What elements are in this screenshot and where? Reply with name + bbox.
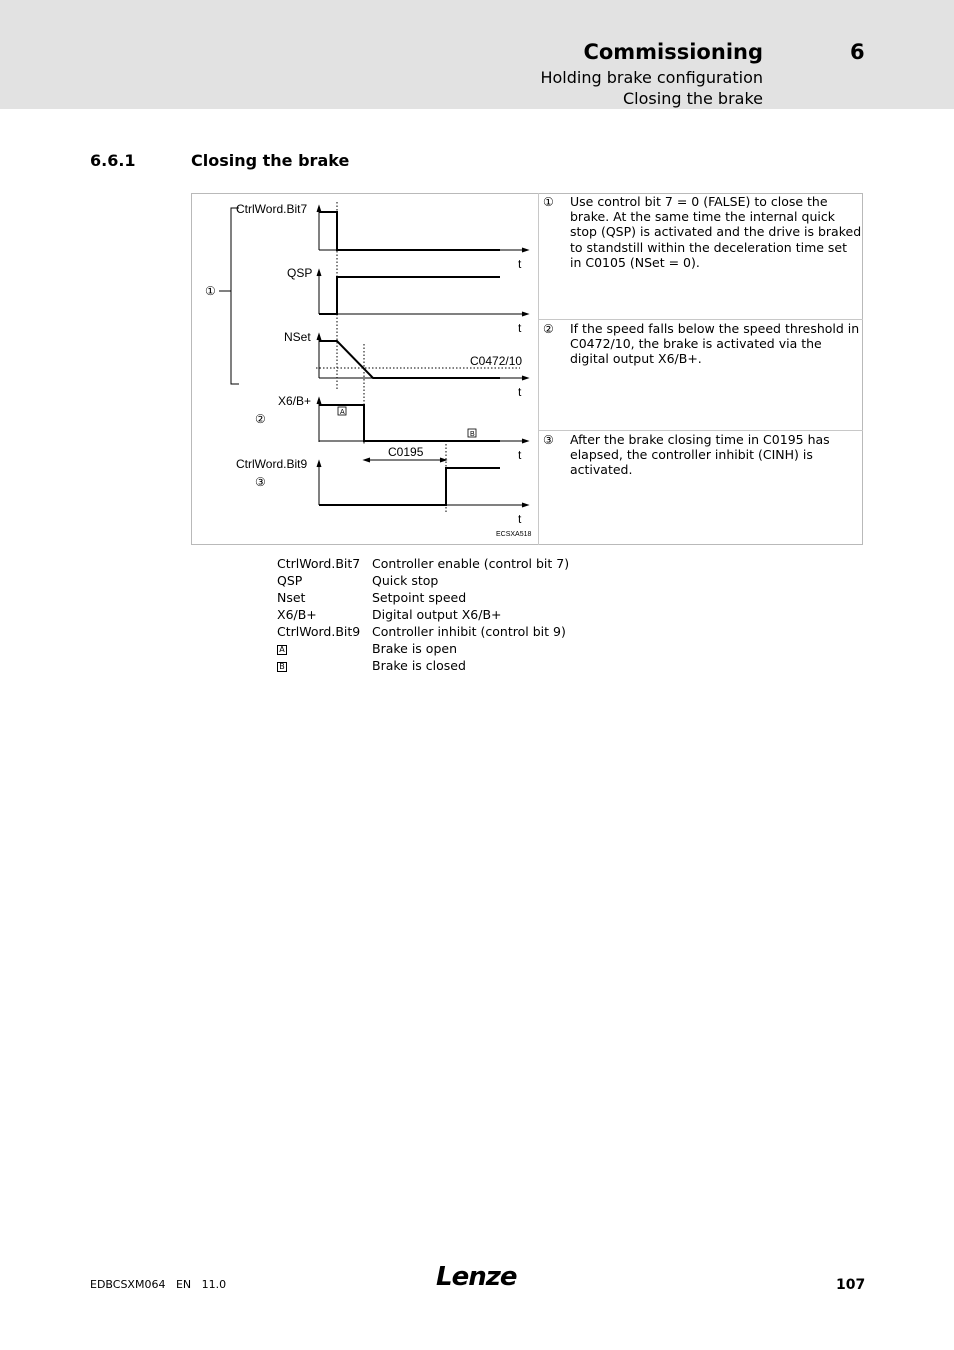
figure-id: ECSXA518 (496, 531, 532, 538)
signal-label-qsp: QSP (287, 266, 313, 280)
legend-key-marker-b (277, 657, 287, 674)
waveform-qsp (319, 277, 500, 314)
callout-3-label: ③ (255, 475, 266, 489)
legend-value: Setpoint speed (372, 590, 467, 605)
note-2-number: ② (543, 322, 554, 336)
marker-b: B (470, 431, 475, 438)
note-2-text: If the speed falls below the speed threshold in C0472/10, the brake is activated via the digital output X6/B+. (570, 321, 860, 367)
time-label-row4: t (518, 448, 522, 462)
note-3-number: ③ (543, 433, 554, 447)
waveform-ctrlword-bit9 (319, 468, 500, 505)
time-label-row5: t (518, 512, 522, 526)
legend-value: Brake is closed (372, 658, 466, 673)
lenze-logo: Lenze (436, 1262, 517, 1292)
signal-label-ctrlword-bit9: CtrlWord.Bit9 (236, 457, 308, 471)
note-1-number: ① (543, 195, 554, 209)
section-number: 6.6.1 (90, 151, 136, 170)
duration-label: C0195 (388, 445, 424, 459)
note-2 (538, 320, 863, 431)
legend-key: X6/B+ (277, 607, 317, 622)
callout-2-label: ② (255, 412, 266, 426)
legend-key: QSP (277, 573, 303, 588)
marker-a: A (340, 409, 345, 416)
signal-label-x6-b: X6/B+ (278, 394, 312, 408)
note-1-text: Use control bit 7 = 0 (FALSE) to close the brake. At the same time the internal quick stop (QSP) is activated and the drive is braked to standstill within the deceleration time set in C0105 (NSet = 0). (570, 194, 862, 270)
time-label-row1: t (518, 257, 522, 271)
legend-value: Controller inhibit (control bit 9) (372, 624, 566, 639)
subsection-subtitle: Closing the brake (623, 89, 763, 108)
marker-b-legend: B (277, 662, 287, 672)
header-band (0, 0, 954, 109)
section-subtitle: Holding brake configuration (540, 68, 763, 87)
time-label-row3: t (518, 385, 522, 399)
note-1 (538, 193, 863, 320)
chapter-title: Commissioning (583, 40, 763, 64)
timing-diagram (192, 194, 540, 544)
signal-label-nset: NSet (284, 330, 311, 344)
time-label-row2: t (518, 321, 522, 335)
section-title: Closing the brake (191, 151, 350, 170)
document-id: EDBCSXM064 EN 11.0 (90, 1278, 227, 1291)
chapter-number: 6 (850, 40, 865, 64)
legend-key-marker-a (277, 640, 287, 657)
note-3 (538, 431, 863, 545)
legend-key: Nset (277, 590, 306, 605)
signal-axis-ctrlword-bit7 (317, 206, 528, 252)
signal-label-ctrlword-bit7: CtrlWord.Bit7 (236, 202, 308, 216)
threshold-label: C0472/10 (470, 354, 523, 368)
legend-value: Quick stop (372, 573, 439, 588)
legend-key: CtrlWord.Bit7 (277, 556, 361, 571)
callout-1-label: ① (205, 284, 216, 298)
waveform-ctrlword-bit7 (319, 212, 500, 250)
legend-value: Digital output X6/B+ (372, 607, 502, 622)
legend-key: CtrlWord.Bit9 (277, 624, 361, 639)
legend-value: Brake is open (372, 641, 457, 656)
callout-1-bracket (219, 208, 239, 384)
marker-a-legend: A (277, 645, 287, 655)
page-number: 107 (836, 1277, 866, 1293)
legend-value: Controller enable (control bit 7) (372, 556, 570, 571)
note-3-text: After the brake closing time in C0195 has elapsed, the controller inhibit (CINH) is activated. (570, 432, 830, 478)
